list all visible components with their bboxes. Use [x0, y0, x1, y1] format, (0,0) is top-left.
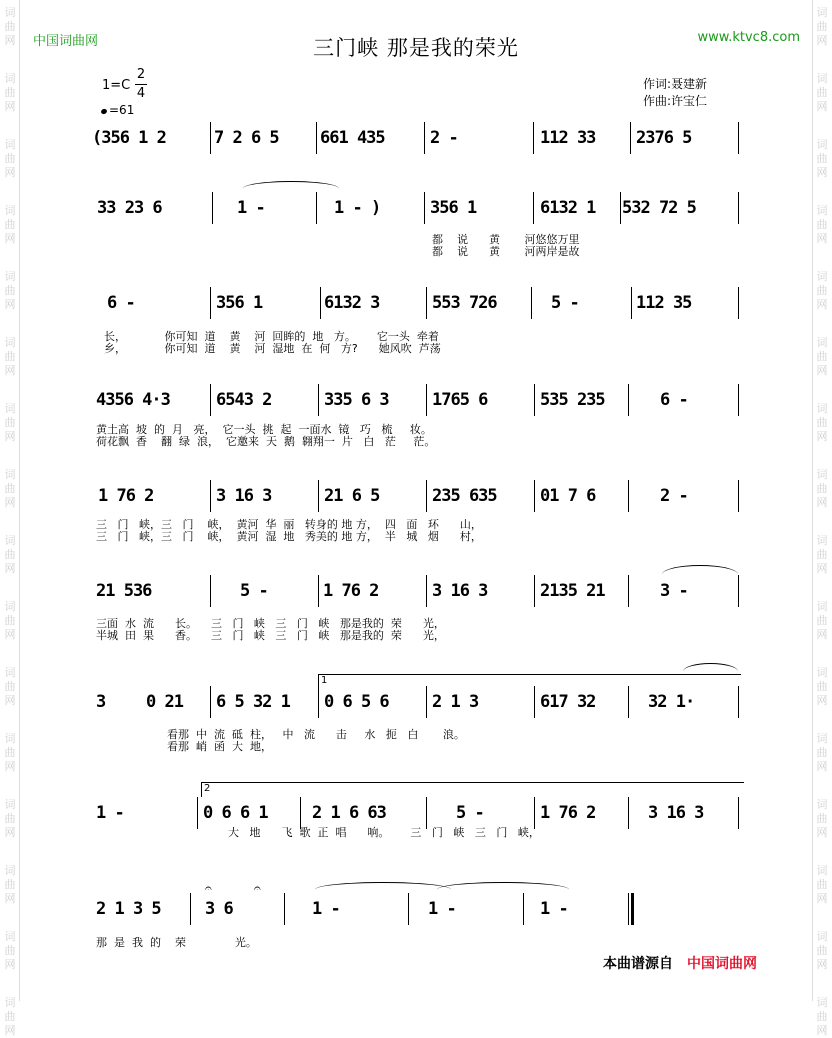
lyric-line: 看那 中 流 砥 柱， 中 流 击 水 扼 白 浪。 — [167, 728, 465, 741]
measure-notes: 356 1 — [430, 198, 477, 218]
measure-notes: 1 - ) — [334, 198, 381, 218]
measure-notes: 661 435 — [320, 128, 385, 148]
measure-notes: 356 1 — [216, 293, 263, 313]
measure-notes: 1 - — [540, 899, 568, 919]
site-url[interactable]: www.ktvc8.com — [697, 30, 800, 45]
bar-line — [210, 122, 211, 154]
bar-line — [424, 122, 425, 154]
bar-line — [534, 686, 535, 718]
lyric-line: 三 门 峡，三 门 峡， 黄河 湿 地 秀美的 地 方， 半 城 烟 村， — [96, 530, 482, 543]
lyric-line: 长， 你可知 道 黄 河 回眸的 地 方。 它一头 牵着 — [104, 330, 439, 343]
watermark-text: 词曲网 — [4, 138, 16, 179]
bar-line — [620, 192, 621, 224]
bar-line — [210, 575, 211, 607]
watermark-text: 词曲网 — [4, 534, 16, 575]
credits — [643, 76, 707, 110]
right-watermark-column — [812, 0, 832, 1037]
watermark-text: 词曲网 — [4, 930, 16, 971]
composer: 作曲:许宝仁 — [643, 94, 708, 108]
watermark-text: 词曲网 — [816, 930, 828, 971]
bar-line — [318, 686, 319, 718]
watermark-text: 词曲网 — [4, 270, 16, 311]
measure-notes: 01 7 6 — [540, 486, 596, 506]
bar-line — [628, 893, 629, 925]
measure-notes: 532 72 5 — [622, 198, 696, 218]
watermark-text: 词曲网 — [816, 534, 828, 575]
source-site[interactable]: 中国词曲网 — [687, 956, 757, 972]
measure-notes: (356 1 2 — [92, 128, 166, 148]
watermark-text: 词曲网 — [4, 336, 16, 377]
bar-line — [738, 686, 739, 718]
bar-line — [210, 686, 211, 718]
bar-line — [628, 480, 629, 512]
measure-notes: 0 21 — [146, 692, 183, 712]
bar-line — [426, 686, 427, 718]
tempo-value: =61 — [109, 103, 135, 117]
bar-line — [408, 893, 409, 925]
watermark-text: 词曲网 — [4, 864, 16, 905]
watermark-text: 词曲网 — [816, 204, 828, 245]
fermata-icon: 𝄐 — [254, 881, 261, 895]
bar-line — [628, 384, 629, 416]
watermark-text: 词曲网 — [816, 138, 828, 179]
measure-notes: 2 1 3 — [432, 692, 479, 712]
quarter-note-icon — [100, 108, 107, 115]
bar-line — [738, 287, 739, 319]
bar-line — [210, 287, 211, 319]
measure-notes: 1 76 2 — [98, 486, 154, 506]
measure-notes: 235 635 — [432, 486, 497, 506]
watermark-text: 词曲网 — [816, 6, 828, 47]
fermata-icon: 𝄐 — [205, 881, 212, 895]
measure-notes: 5 - — [551, 293, 579, 313]
lyricist: 作词:聂建新 — [643, 77, 708, 91]
tie-slur — [662, 565, 738, 584]
measure-notes: 1 76 2 — [540, 803, 596, 823]
measure-notes: 2376 5 — [636, 128, 692, 148]
measure-notes: 1 76 2 — [323, 581, 379, 601]
bar-line — [197, 797, 198, 829]
measure-notes: 32 1· — [648, 692, 695, 712]
measure-notes: 0 6 6 1 — [203, 803, 268, 823]
bar-line — [534, 480, 535, 512]
measure-notes: 21 536 — [96, 581, 152, 601]
measure-notes: 6132 1 — [540, 198, 596, 218]
watermark-text: 词曲网 — [816, 468, 828, 509]
bar-line — [523, 893, 524, 925]
bar-line — [318, 575, 319, 607]
measure-notes: 3 6 — [205, 899, 233, 919]
measure-notes: 6543 2 — [216, 390, 272, 410]
bar-line — [531, 287, 532, 319]
bar-line — [318, 384, 319, 416]
watermark-text: 词曲网 — [816, 864, 828, 905]
watermark-text: 词曲网 — [4, 666, 16, 707]
bar-line — [424, 192, 425, 224]
measure-notes: 7 2 6 5 — [214, 128, 279, 148]
measure-notes: 335 6 3 — [324, 390, 389, 410]
bar-line — [284, 893, 285, 925]
bar-line — [426, 575, 427, 607]
bar-line — [533, 192, 534, 224]
site-name[interactable]: 中国词曲网 — [33, 34, 99, 49]
bar-line — [628, 575, 629, 607]
lyric-line: 看那 峭 函 大 地， — [167, 740, 272, 753]
measure-notes: 21 6 5 — [324, 486, 380, 506]
lyric-line: 乡， 你可知 道 黄 河 湿地 在 何 方? 她风吹 芦荡 — [104, 342, 441, 355]
volta-number: 1 — [321, 675, 328, 686]
measure-notes: 3 16 3 — [216, 486, 272, 506]
source-footer — [603, 953, 757, 973]
left-watermark-column — [0, 0, 20, 1037]
measure-notes: 33 23 6 — [97, 198, 162, 218]
measure-notes: 617 32 — [540, 692, 596, 712]
watermark-text: 词曲网 — [4, 732, 16, 773]
watermark-text: 词曲网 — [816, 732, 828, 773]
measure-notes: 1 - — [428, 899, 456, 919]
source-text: 本曲谱源自 — [603, 956, 673, 972]
tie-slur — [243, 181, 339, 196]
bar-line — [212, 192, 213, 224]
tie-slur — [437, 882, 569, 897]
watermark-text: 词曲网 — [4, 72, 16, 113]
bar-line — [628, 686, 629, 718]
watermark-text: 词曲网 — [816, 600, 828, 641]
volta-number: 2 — [204, 783, 211, 794]
bar-line — [426, 480, 427, 512]
measure-notes: 1 - — [96, 803, 124, 823]
bar-line — [316, 122, 317, 154]
measure-notes: 6 - — [107, 293, 135, 313]
bar-line — [320, 287, 321, 319]
measure-notes: 2135 21 — [540, 581, 605, 601]
watermark-text: 词曲网 — [4, 996, 16, 1037]
measure-notes: 1 - — [312, 899, 340, 919]
bar-line — [190, 893, 191, 925]
lyric-line: 三面 水 流 长。 三 门 峡 三 门 峡 那是我的 荣 光， — [96, 617, 445, 630]
score-title: 三门峡 那是我的荣光 — [313, 36, 519, 60]
measure-notes: 3 - — [660, 581, 688, 601]
measure-notes: 2 - — [660, 486, 688, 506]
bar-line — [426, 384, 427, 416]
lyric-line: 那 是 我 的 荣 光。 — [96, 936, 257, 949]
watermark-text: 词曲网 — [816, 666, 828, 707]
measure-notes: 6 - — [660, 390, 688, 410]
watermark-text: 词曲网 — [4, 468, 16, 509]
measure-notes: 6 5 32 1 — [216, 692, 290, 712]
measure-notes: 6132 3 — [324, 293, 380, 313]
measure-notes: 5 - — [456, 803, 484, 823]
measure-notes: 3 16 3 — [648, 803, 704, 823]
bar-line — [738, 575, 739, 607]
bar-line — [631, 287, 632, 319]
watermark-text: 词曲网 — [816, 996, 828, 1037]
bar-line — [318, 480, 319, 512]
lyric-line: 荷花飘 香 翻 绿 浪， 它邀来 天 鹅 翱翔一 片 白 茫 茫。 — [96, 435, 436, 448]
time-signature — [135, 66, 147, 103]
measure-notes: 553 726 — [432, 293, 497, 313]
time-bottom: 4 — [136, 86, 146, 101]
bar-line — [300, 797, 301, 829]
bar-line — [738, 192, 739, 224]
tie-slur — [315, 882, 451, 897]
measure-notes: 1765 6 — [432, 390, 488, 410]
bar-line — [534, 797, 535, 829]
watermark-text: 词曲网 — [816, 336, 828, 377]
lyric-line: 大 地 飞 歌 正 唱 响。 三 门 峡 三 门 峡， — [228, 826, 540, 839]
watermark-text: 词曲网 — [4, 204, 16, 245]
watermark-text: 词曲网 — [4, 798, 16, 839]
bar-line — [426, 287, 427, 319]
bar-line — [628, 797, 629, 829]
lyric-line: 三 门 峡，三 门 峡， 黄河 华 丽 转身的 地 方， 四 面 环 山， — [96, 518, 482, 531]
bar-line — [534, 384, 535, 416]
bar-line — [534, 575, 535, 607]
watermark-text: 词曲网 — [4, 600, 16, 641]
measure-notes: 5 - — [240, 581, 268, 601]
measure-notes: 4356 4·3 — [96, 390, 170, 410]
measure-notes: 2 1 3 5 — [96, 899, 161, 919]
bar-line — [316, 192, 317, 224]
watermark-text: 词曲网 — [4, 402, 16, 443]
measure-notes: 112 33 — [540, 128, 596, 148]
bar-line — [738, 797, 739, 829]
measure-notes: 2 1 6 63 — [312, 803, 386, 823]
watermark-text: 词曲网 — [816, 798, 828, 839]
watermark-text: 词曲网 — [816, 270, 828, 311]
measure-notes: 2 - — [430, 128, 458, 148]
bar-line — [210, 480, 211, 512]
watermark-text: 词曲网 — [816, 402, 828, 443]
volta-first-ending — [318, 674, 741, 689]
lyric-line: 半城 田 果 香。 三 门 峡 三 门 峡 那是我的 荣 光， — [96, 629, 445, 642]
measure-notes: 112 35 — [636, 293, 692, 313]
measure-notes: 3 — [96, 692, 106, 712]
bar-line — [738, 122, 739, 154]
key-signature: 1=C — [102, 78, 131, 93]
tempo-marking — [101, 103, 134, 117]
lyric-line: 黄土高 坡 的 月 亮， 它一头 挑 起 一面水 镜 巧 梳 妆。 — [96, 423, 432, 436]
volta-second-ending — [201, 782, 744, 797]
measure-notes: 0 6 5 6 — [324, 692, 389, 712]
watermark-text: 词曲网 — [4, 6, 16, 47]
bar-line — [426, 797, 427, 829]
bar-line — [738, 384, 739, 416]
final-bar-line — [631, 893, 634, 925]
bar-line — [210, 384, 211, 416]
lyric-line: 都 说 黄 河悠悠万里 — [432, 233, 580, 246]
watermark-text: 词曲网 — [816, 72, 828, 113]
bar-line — [630, 122, 631, 154]
bar-line — [738, 480, 739, 512]
measure-notes: 3 16 3 — [432, 581, 488, 601]
measure-notes: 1 - — [237, 198, 265, 218]
bar-line — [533, 122, 534, 154]
measure-notes: 535 235 — [540, 390, 605, 410]
time-top: 2 — [136, 67, 146, 82]
lyric-line: 都 说 黄 河两岸是故 — [432, 245, 580, 258]
